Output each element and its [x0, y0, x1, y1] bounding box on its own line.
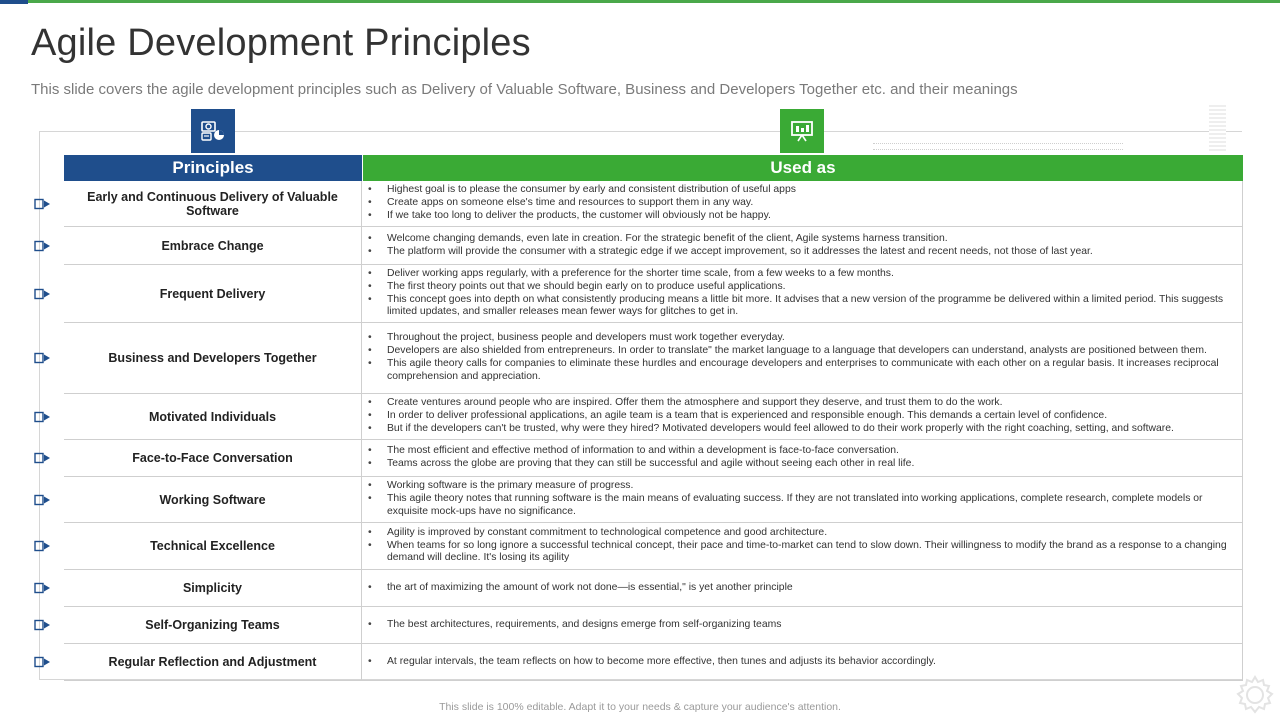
table-row — [64, 644, 1243, 681]
used-as-cell — [362, 477, 1243, 522]
slide-title: Agile Development Principles — [31, 22, 531, 64]
bullet-item: • When teams for so long ignore a successful technical concept, their pace and time-to-market can tend to slow down. Their willingness to modify the brand as a response to a changing demand will decline. It's losing its agility — [368, 540, 1234, 566]
bullet-item: • Developers are also shielded from entrepreneurs. In order to translate" the market language to a language that developers can understand, analysts are positioned between them. — [368, 345, 1234, 358]
bullet-item: • In order to deliver professional applications, an agile team is a team that is experienced and responsible enough. This demands a certain level of confidence. — [368, 410, 1174, 423]
documents-chart-icon — [191, 109, 235, 153]
used-as-cell — [362, 570, 1243, 606]
used-as-cell — [362, 265, 1243, 322]
top-accent-corner — [0, 0, 28, 4]
principle-cell: Technical Excellence — [64, 523, 362, 569]
used-as-cell — [362, 181, 1243, 226]
gear-icon — [1232, 672, 1278, 718]
bullet-item: • This agile theory calls for companies to eliminate these hurdles and encourage developers and enterprises to communicate with each other on a regular basis. It increases reciprocal comprehension and appreciation. — [368, 358, 1234, 384]
row-marker-icon — [34, 541, 51, 552]
presentation-screen-icon — [780, 109, 824, 153]
decorative-dotted-lines — [873, 143, 1123, 150]
row-marker-icon — [34, 411, 51, 422]
bullet-item: • Teams across the globe are proving that they can still be successful and agile without seeing each other in real life. — [368, 458, 914, 471]
row-marker-icon — [34, 583, 51, 594]
table-row — [64, 394, 1243, 440]
table-row — [64, 323, 1243, 394]
table-row — [64, 181, 1243, 227]
bullet-item: • Agility is improved by constant commitment to technological competence and good architecture. — [368, 527, 1234, 540]
row-marker-icon — [34, 494, 51, 505]
table-row — [64, 265, 1243, 323]
bullet-item: • But if the developers can't be trusted, why were they hired? Motivated developers would feel allowed to do their work properly with the right coaching, setting, and software. — [368, 423, 1174, 436]
used-as-cell — [362, 440, 1243, 476]
row-marker-icon — [34, 240, 51, 251]
used-as-cell — [362, 523, 1243, 569]
bullet-item: • This concept goes into depth on what consistently producing means a little bit more. It advises that a new version of the programme be delivered within a limited period. This suggests limited updates, and smaller releases mean fewer ways for glitches to get in. — [368, 294, 1234, 320]
row-marker-icon — [34, 453, 51, 464]
header-principles: Principles — [64, 155, 362, 181]
table-row — [64, 477, 1243, 523]
bullet-item: • Welcome changing demands, even late in creation. For the strategic benefit of the client, Agile systems harness transition. — [368, 233, 1093, 246]
principle-cell: Frequent Delivery — [64, 265, 362, 322]
used-as-cell — [362, 644, 1243, 680]
principle-cell: Embrace Change — [64, 227, 362, 264]
principle-cell: Motivated Individuals — [64, 394, 362, 439]
bullet-item: • Create ventures around people who are inspired. Offer them the atmosphere and support they deserve, and trust them to do the work. — [368, 397, 1174, 410]
bullet-item: • The platform will provide the consumer with a strategic edge if we accept improvement, so it addresses the latest and recent needs, not those of last year. — [368, 246, 1093, 259]
bullet-item: • At regular intervals, the team reflects on how to become more effective, then tunes and adjusts its behavior accordingly. — [368, 656, 936, 669]
row-marker-icon — [34, 620, 51, 631]
bullet-item: • The best architectures, requirements, and designs emerge from self-organizing teams — [368, 619, 781, 632]
row-marker-icon — [34, 353, 51, 364]
row-marker-icon — [34, 198, 51, 209]
decorative-stripes — [1209, 105, 1226, 153]
table-row — [64, 523, 1243, 570]
table-row — [64, 607, 1243, 644]
used-as-cell — [362, 323, 1243, 393]
used-as-cell — [362, 607, 1243, 643]
table-row — [64, 227, 1243, 265]
principle-cell: Self-Organizing Teams — [64, 607, 362, 643]
bullet-item: • Highest goal is to please the consumer by early and consistent distribution of useful apps — [368, 184, 796, 197]
principle-cell: Business and Developers Together — [64, 323, 362, 393]
bullet-item: • The first theory points out that we should begin early on to produce useful applications. — [368, 281, 1234, 294]
principle-cell: Face-to-Face Conversation — [64, 440, 362, 476]
bullet-item: • Working software is the primary measure of progress. — [368, 480, 1234, 493]
bullet-item: • The most efficient and effective method of information to and within a development is face-to-face conversation. — [368, 445, 914, 458]
used-as-cell — [362, 227, 1243, 264]
slide-subtitle: This slide covers the agile development principles such as Delivery of Valuable Software, Business and Developers Together etc. and their meanings — [31, 81, 1018, 98]
bullet-item: • Create apps on someone else's time and resources to support them in any way. — [368, 197, 796, 210]
row-marker-icon — [34, 657, 51, 668]
principles-table — [64, 181, 1243, 681]
used-as-cell — [362, 394, 1243, 439]
bullet-item: • the art of maximizing the amount of work not done—is essential," is yet another principle — [368, 582, 793, 595]
footer-note: This slide is 100% editable. Adapt it to your needs & capture your audience's attention. — [439, 701, 841, 713]
bullet-item: • Deliver working apps regularly, with a preference for the shorter time scale, from a few weeks to a few months. — [368, 268, 1234, 281]
bullet-item: • If we take too long to deliver the products, the customer will obviously not be happy. — [368, 210, 796, 223]
principle-cell: Simplicity — [64, 570, 362, 606]
bullet-item: • This agile theory notes that running software is the main means of evaluating success. If they are not translated into working applications, complete research, complete models or exquisite mock-ups have no significance. — [368, 493, 1234, 519]
row-marker-icon — [34, 288, 51, 299]
principle-cell: Regular Reflection and Adjustment — [64, 644, 362, 680]
header-used-as: Used as — [362, 155, 1243, 181]
principle-cell: Early and Continuous Delivery of Valuable Software — [64, 181, 362, 226]
table-row — [64, 570, 1243, 607]
principle-cell: Working Software — [64, 477, 362, 522]
bullet-item: • Throughout the project, business people and developers must work together everyday. — [368, 332, 1234, 345]
top-accent-line — [0, 0, 1280, 3]
table-row — [64, 440, 1243, 477]
